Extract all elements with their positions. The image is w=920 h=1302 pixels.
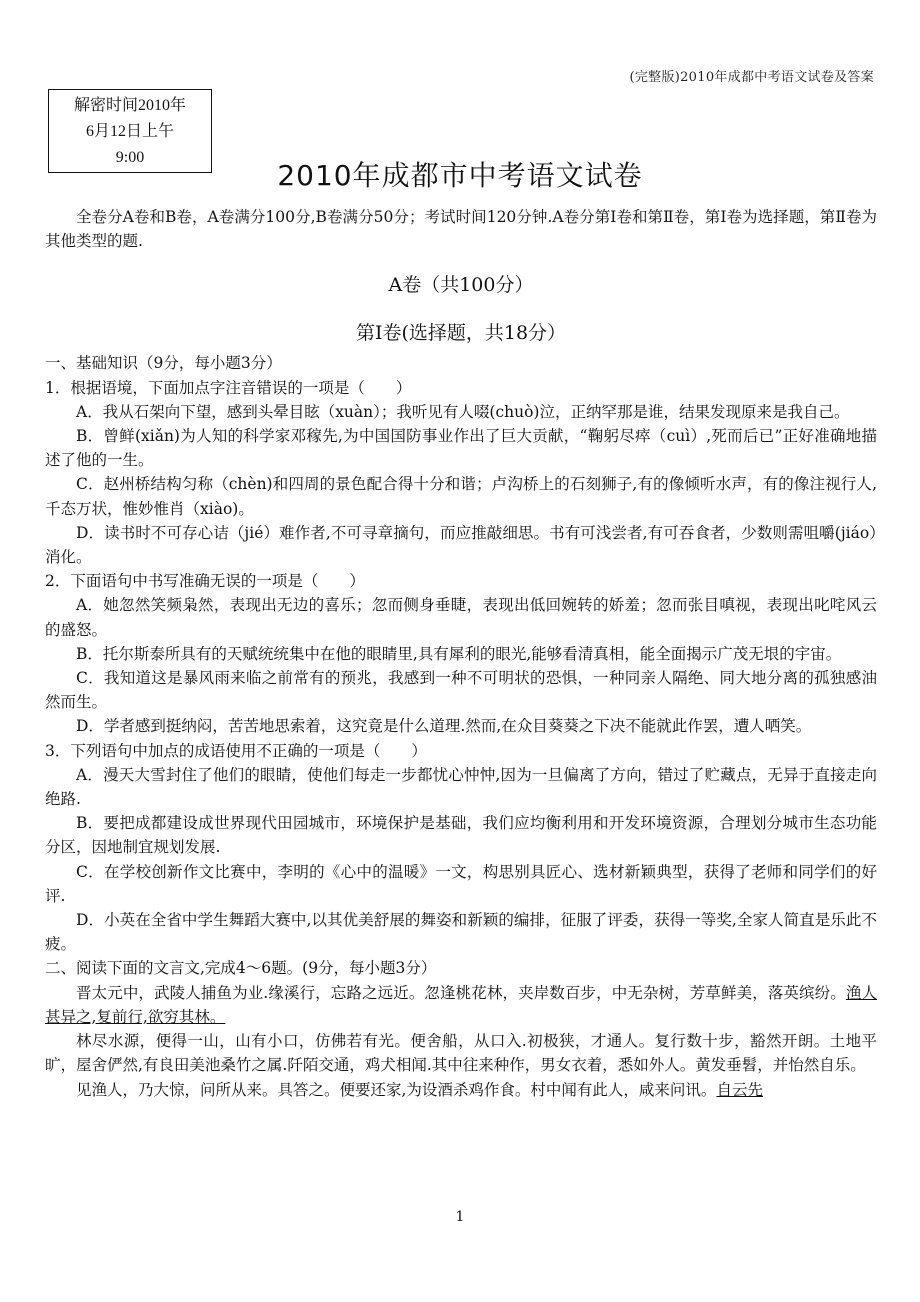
q3-option-d: D．小英在全省中学生舞蹈大赛中,以其优美舒展的舞姿和新颖的编排，征服了评委，获得一等奖,全家人简直是乐此不疲。 bbox=[45, 911, 877, 954]
classical-paragraph-3 bbox=[45, 1078, 877, 1102]
classical-p3-text: 见渔人，乃大惊，问所从来。具答之。便要还家,为设酒杀鸡作食。村中闻有此人，咸来问讯。 bbox=[76, 1080, 717, 1099]
q1-option-a: A．我从石架向下望，感到头晕目眩（xuàn）；我听见有人啜(chuò)泣，正纳罕那是谁，结果发现原来是我自己。 bbox=[76, 402, 850, 421]
classical-paragraph-2: 林尽水源，便得一山，山有小口，仿佛若有光。便舍船，从口入.初极狭，才通人。复行数十步，豁然开朗。土地平旷，屋舍俨然,有良田美池桑竹之属.阡陌交通，鸡犬相闻.其中往来种作，男女衣着，悉如外人。黄发垂髫，并怡然自乐。 bbox=[45, 1032, 877, 1075]
classical-p3-underlined: 自云先 bbox=[716, 1080, 763, 1099]
sec1-heading: 一、基础知识（9分，每小题3分） bbox=[45, 354, 282, 373]
intro-paragraph: 全卷分A卷和B卷，A卷满分100分,B卷满分50分；考试时间120分钟.A卷分第Ⅰ卷和第Ⅱ卷，第Ⅰ卷为选择题，第Ⅱ卷为其他类型的题. bbox=[45, 208, 877, 251]
q3-option-b: B．要把成都建设成世界现代田园城市，环境保护是基础，我们应均衡利用和开发环境资源，合理划分城市生态功能分区，因地制宜规划发展. bbox=[45, 814, 877, 857]
q2-option-b: B．托尔斯泰所具有的天赋统统集中在他的眼睛里,具有犀利的眼光,能够看清真相，能全面揭示广茂无垠的宇宙。 bbox=[76, 644, 842, 663]
q2-option-d: D．学者感到挺纳闷，苦苦地思索着，这究竟是什么道理.然而,在众目葵葵之下决不能就此作罢，遭人哂笑。 bbox=[76, 717, 812, 736]
page-number: 1 bbox=[455, 1209, 465, 1225]
q3-option-c: C．在学校创新作文比赛中，李明的《心中的温暖》一文，构思别具匠心、选材新颖典型，获得了老师和同学们的好评. bbox=[45, 862, 877, 905]
decrypt-time-line2: 6月12日上午 bbox=[85, 123, 174, 140]
q2-option-a: A．她忽然笑频枭然，表现出无边的喜乐；忽而侧身垂睫，表现出低回婉转的娇羞；忽而张目嗔视，表现出叱咤风云的盛怒。 bbox=[45, 596, 877, 639]
classical-p1-text: 晋太元中，武陵人捕鱼为业.缘溪行，忘路之远近。忽逢桃花林，夹岸数百步，中无杂树，芳草鲜美，落英缤纷。 bbox=[76, 983, 846, 1002]
exam-title: 2010年成都市中考语文试卷 bbox=[277, 159, 643, 192]
sec2-heading: 二、阅读下面的文言文,完成4～6题。(9分，每小题3分） bbox=[45, 959, 437, 978]
q1-option-b: B．曾鲜(xiǎn)为人知的科学家邓稼先,为中国国防事业作出了巨大贡献，“鞠躬尽瘁（cuì）,死而后已”正好准确地描述了他的一生。 bbox=[45, 427, 877, 470]
page-header: (完整版)2010年成都中考语文试卷及答案 bbox=[629, 70, 874, 85]
q1-option-c: C．赵州桥结构匀称（chèn)和四周的景色配合得十分和谐；卢沟桥上的石刻狮子,有的像倾听水声，有的像注视行人,千态万状，惟妙惟肖（xiào)。 bbox=[45, 475, 877, 518]
part1-heading: 第Ⅰ卷(选择题，共18分） bbox=[355, 322, 567, 345]
section-a-heading: A卷（共100分） bbox=[388, 274, 534, 297]
q3-option-a: A．漫天大雪封住了他们的眼睛，使他们每走一步都忧心忡忡,因为一旦偏离了方向，错过了贮藏点，无异于直接走向绝路. bbox=[45, 765, 877, 809]
q3-stem: 3．下列语句中加点的成语使用不正确的一项是（ ） bbox=[45, 741, 427, 760]
q2-option-c: C．我知道这是暴风雨来临之前常有的预兆，我感到一种不可明状的恐惧，一种同亲人隔绝、同大地分离的孤独感油然而生。 bbox=[45, 669, 877, 712]
q1-option-d: D．读书时不可存心诘（jié）难作者,不可寻章摘句，而应推敲细思。书有可浅尝者,有可吞食者，少数则需咀嚼(jiáo）消化。 bbox=[45, 523, 877, 567]
decrypt-time-line1: 解密时间2010年 bbox=[73, 97, 186, 114]
q2-stem: 2．下面语句中书写准确无误的一项是（ ） bbox=[45, 572, 365, 591]
decrypt-time-line3: 9:00 bbox=[115, 149, 145, 166]
exam-content bbox=[45, 205, 877, 1102]
classical-p1-underlined: 渔人甚异之,复前行,欲穷其林。 bbox=[45, 983, 877, 1026]
classical-paragraph-1 bbox=[45, 981, 877, 1029]
q1-stem: 1．根据语境，下面加点字注音错误的一项是（ ） bbox=[45, 378, 412, 397]
